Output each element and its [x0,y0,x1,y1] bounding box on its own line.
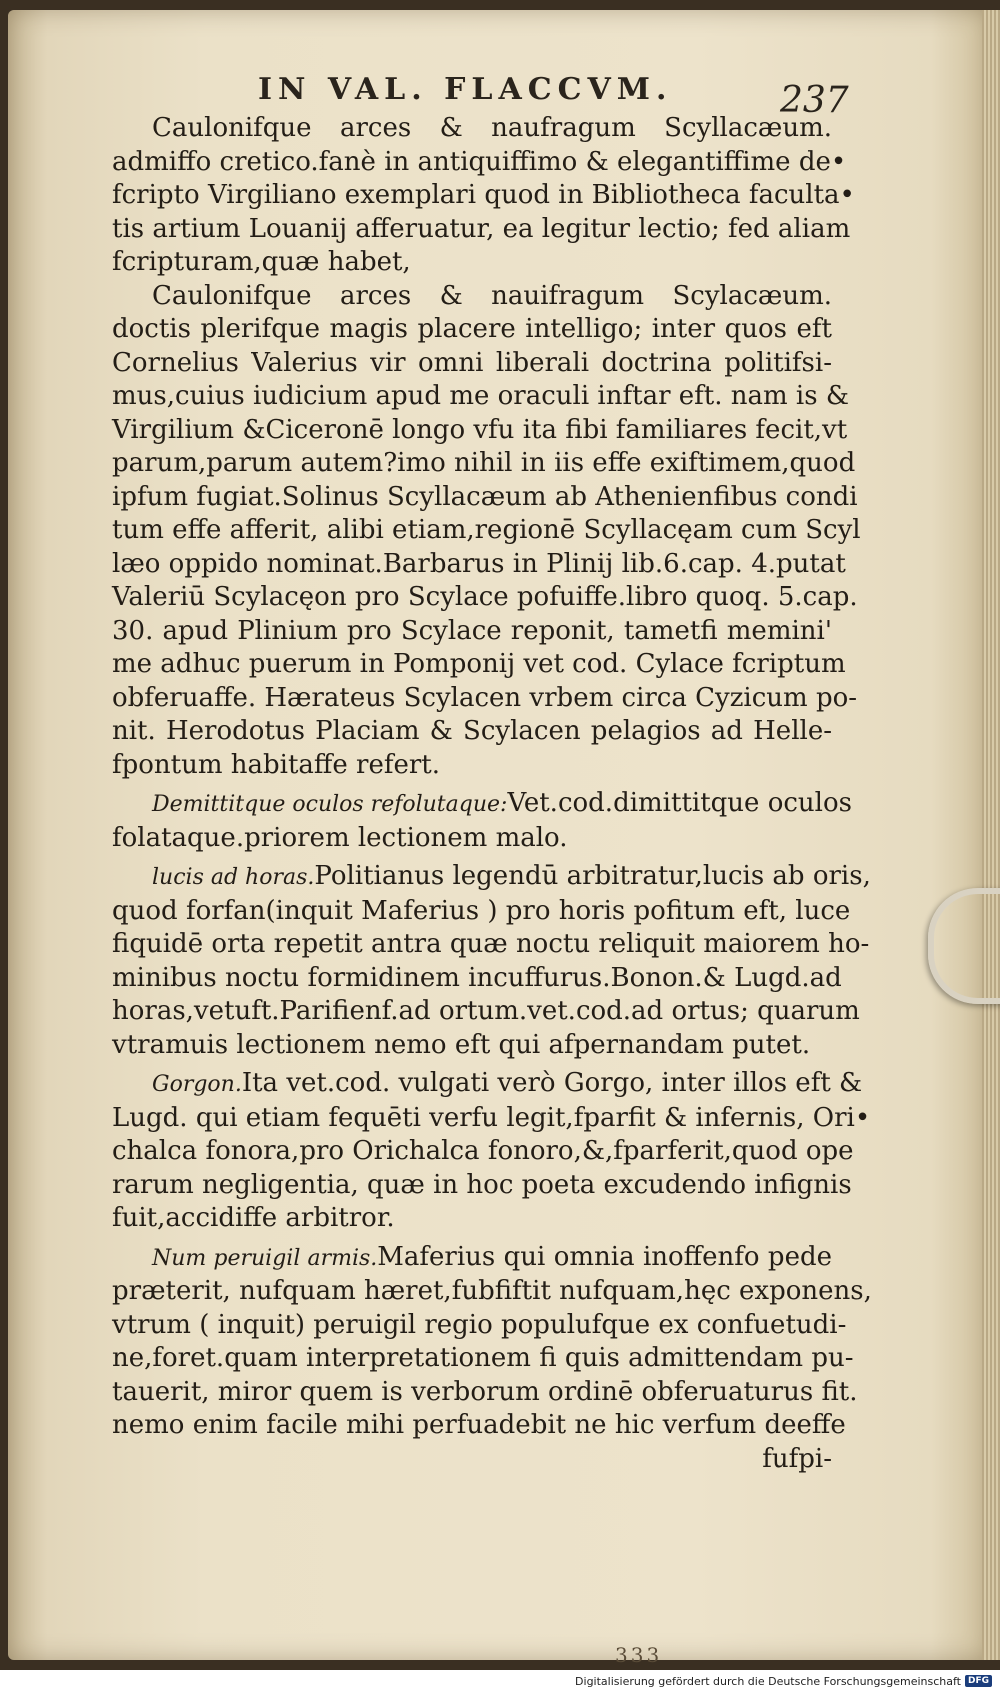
text-line [112,1342,854,1376]
line-text: horas,vetuft.Parifienf.ad ortum.vet.cod.ad ortus; quarum [112,996,860,1026]
text-line [112,313,832,347]
text-line [112,1376,858,1410]
line-text: Politianus legendū arbitratur,lucis ab oris, [314,861,871,891]
text-line [112,481,858,515]
text-line [112,179,855,213]
line-text: mus,cuius iudicium apud me oraculi inftar eft. nam is & [112,381,849,411]
credit-text: Digitalisierung gefördert durch die Deutsche Forschungsgemeinschaft [575,1674,961,1688]
line-text: Caulonifque arces & naufragum Scyllacæum. [152,113,832,143]
text-line [112,1409,846,1443]
line-text: quod forfan(inquit Maferius ) pro horis pofitum eft, luce [112,895,851,926]
text-line [112,895,851,929]
line-text: fufpi- [762,1443,832,1474]
line-text: Caulonifque arces & nauifragum Scylacæum. [152,280,832,311]
text-line [112,1029,832,1063]
line-text: præterit, nufquam hæret,fubfiftit nufquam,hęc exponens, [112,1276,872,1306]
text-line [112,648,846,682]
lemma: Num peruigil armis. [152,1245,378,1271]
line-text: admiffo cretico.fanè in antiquiffimo & elegantiffime de• [112,146,847,177]
line-text: Lugd. qui etiam fequēti verfu legit,fparfit & infernis, Ori• [112,1102,871,1133]
text-line [112,1275,872,1309]
text-line [112,928,870,962]
text-line [112,615,832,649]
line-text: ipfum fugiat.Solinus Scyllacæum ab Athenienfibus condi [112,481,858,512]
line-text: rarum negligentia, quæ in hoc poeta excudendo infignis [112,1169,852,1200]
text-line [112,146,847,180]
line-text: Cornelius Valerius vir omni liberali doctrina politifsi- [112,347,832,378]
line-text: parum,parum autem?imo nihil in iis effe exiftimem,quod [112,448,856,478]
text-line [112,514,861,548]
line-text: fcripturam,quæ habet, [112,247,411,277]
text-line [112,246,832,280]
line-text: fiquidē orta repetit antra quæ noctu reliquit maiorem ho- [112,929,870,959]
text-line [112,1309,847,1343]
text-line [112,548,846,582]
signature-mark: 333 [615,1643,663,1667]
line-text: Maferius qui omnia inoffenfo pede [377,1241,832,1272]
line-text: obferuaffe. Hærateus Scylacen vrbem circa Cyzicum po- [112,682,858,713]
text-line [112,682,858,716]
line-text: nit. Herodotus Placiam & Scylacen pelagios ad Helle- [112,716,832,746]
text-line [112,1135,854,1169]
line-text: me adhuc puerum in Pomponij vet cod. Cylace fcriptum [112,649,846,679]
line-text: ne,foret.quam interpretationem fi quis admittendam pu- [112,1343,854,1373]
text-line [112,1102,871,1136]
line-text: fpontum habitaffe refert. [112,749,441,780]
line-text: vtrum ( inquit) peruigil regio populufque ex confuetudi- [112,1309,847,1340]
text-line [112,1443,832,1477]
text-line [112,1169,852,1203]
line-text: nemo enim facile mihi perfuadebit ne hic verfum deeffe [112,1410,846,1440]
lemma: lucis ad horas. [152,865,315,890]
line-text: Virgilium &Ciceronē longo vfu ita fibi familiares fecit,vt [112,414,848,445]
line-text: Valeriū Scylacęon pro Scylace pofuiffe.libro quoq. 5.cap. [112,582,858,612]
line-text: Ita vet.cod. vulgati verò Gorgo, inter illos eft & [241,1068,863,1098]
text-line [112,995,860,1029]
text-line [112,1067,863,1102]
text-line [112,213,851,247]
text-line [112,380,849,414]
text-line [112,822,832,856]
text-line [112,749,832,783]
lemma: Demittitque oculos refolutaque: [152,792,508,817]
line-text: tis artium Louanij afferuatur, ea legitur lectio; fed aliam [112,213,851,244]
text-line [112,962,842,996]
page-edges [982,10,1000,1660]
dfg-logo-icon: DFG [965,1675,992,1687]
text-line [112,280,832,314]
text-line [112,347,832,381]
text-line [112,414,848,448]
line-text: vtramuis lectionem nemo eft qui afpernandam putet. [112,1029,811,1060]
line-text: 30. apud Plinium pro Scylace reponit, tametfi memini' [112,615,832,646]
text-line [112,787,852,822]
line-text: tauerit, miror quem is verborum ordinē obferuaturus fit. [112,1376,858,1407]
line-text: læo oppido nominat.Barbarus in Plinij lib.6.cap. 4.putat [112,548,846,579]
line-text: minibus noctu formidinem incuffurus.Bonon.& Lugd.ad [112,962,842,993]
text-line [112,112,832,146]
text-line [112,1202,832,1236]
line-text: folataque.priorem lectionem malo. [112,822,568,853]
text-line [112,447,856,481]
text-line [112,1241,832,1276]
credit-footer [575,1672,992,1690]
text-line [112,860,871,895]
text-line [112,715,832,749]
line-text: Vet.cod.dimittitque oculos [507,788,852,818]
line-text: fuit,accidiffe arbitror. [112,1203,395,1233]
line-text: chalca fonora,pro Orichalca fonoro,&,fparferit,quod ope [112,1136,854,1166]
line-text: doctis plerifque magis placere intelligo; inter quos eft [112,314,832,344]
lemma: Gorgon. [152,1072,242,1097]
text-line [112,581,858,615]
running-head: IN VAL. FLACCVM. [258,72,673,107]
page-number: 237 [780,80,849,121]
line-text: tum effe afferit, alibi etiam,regionē Scyllacęam cum Scyl [112,515,861,545]
line-text: fcripto Virgiliano exemplari quod in Bibliotheca faculta• [112,180,855,210]
body-text [112,112,872,1476]
